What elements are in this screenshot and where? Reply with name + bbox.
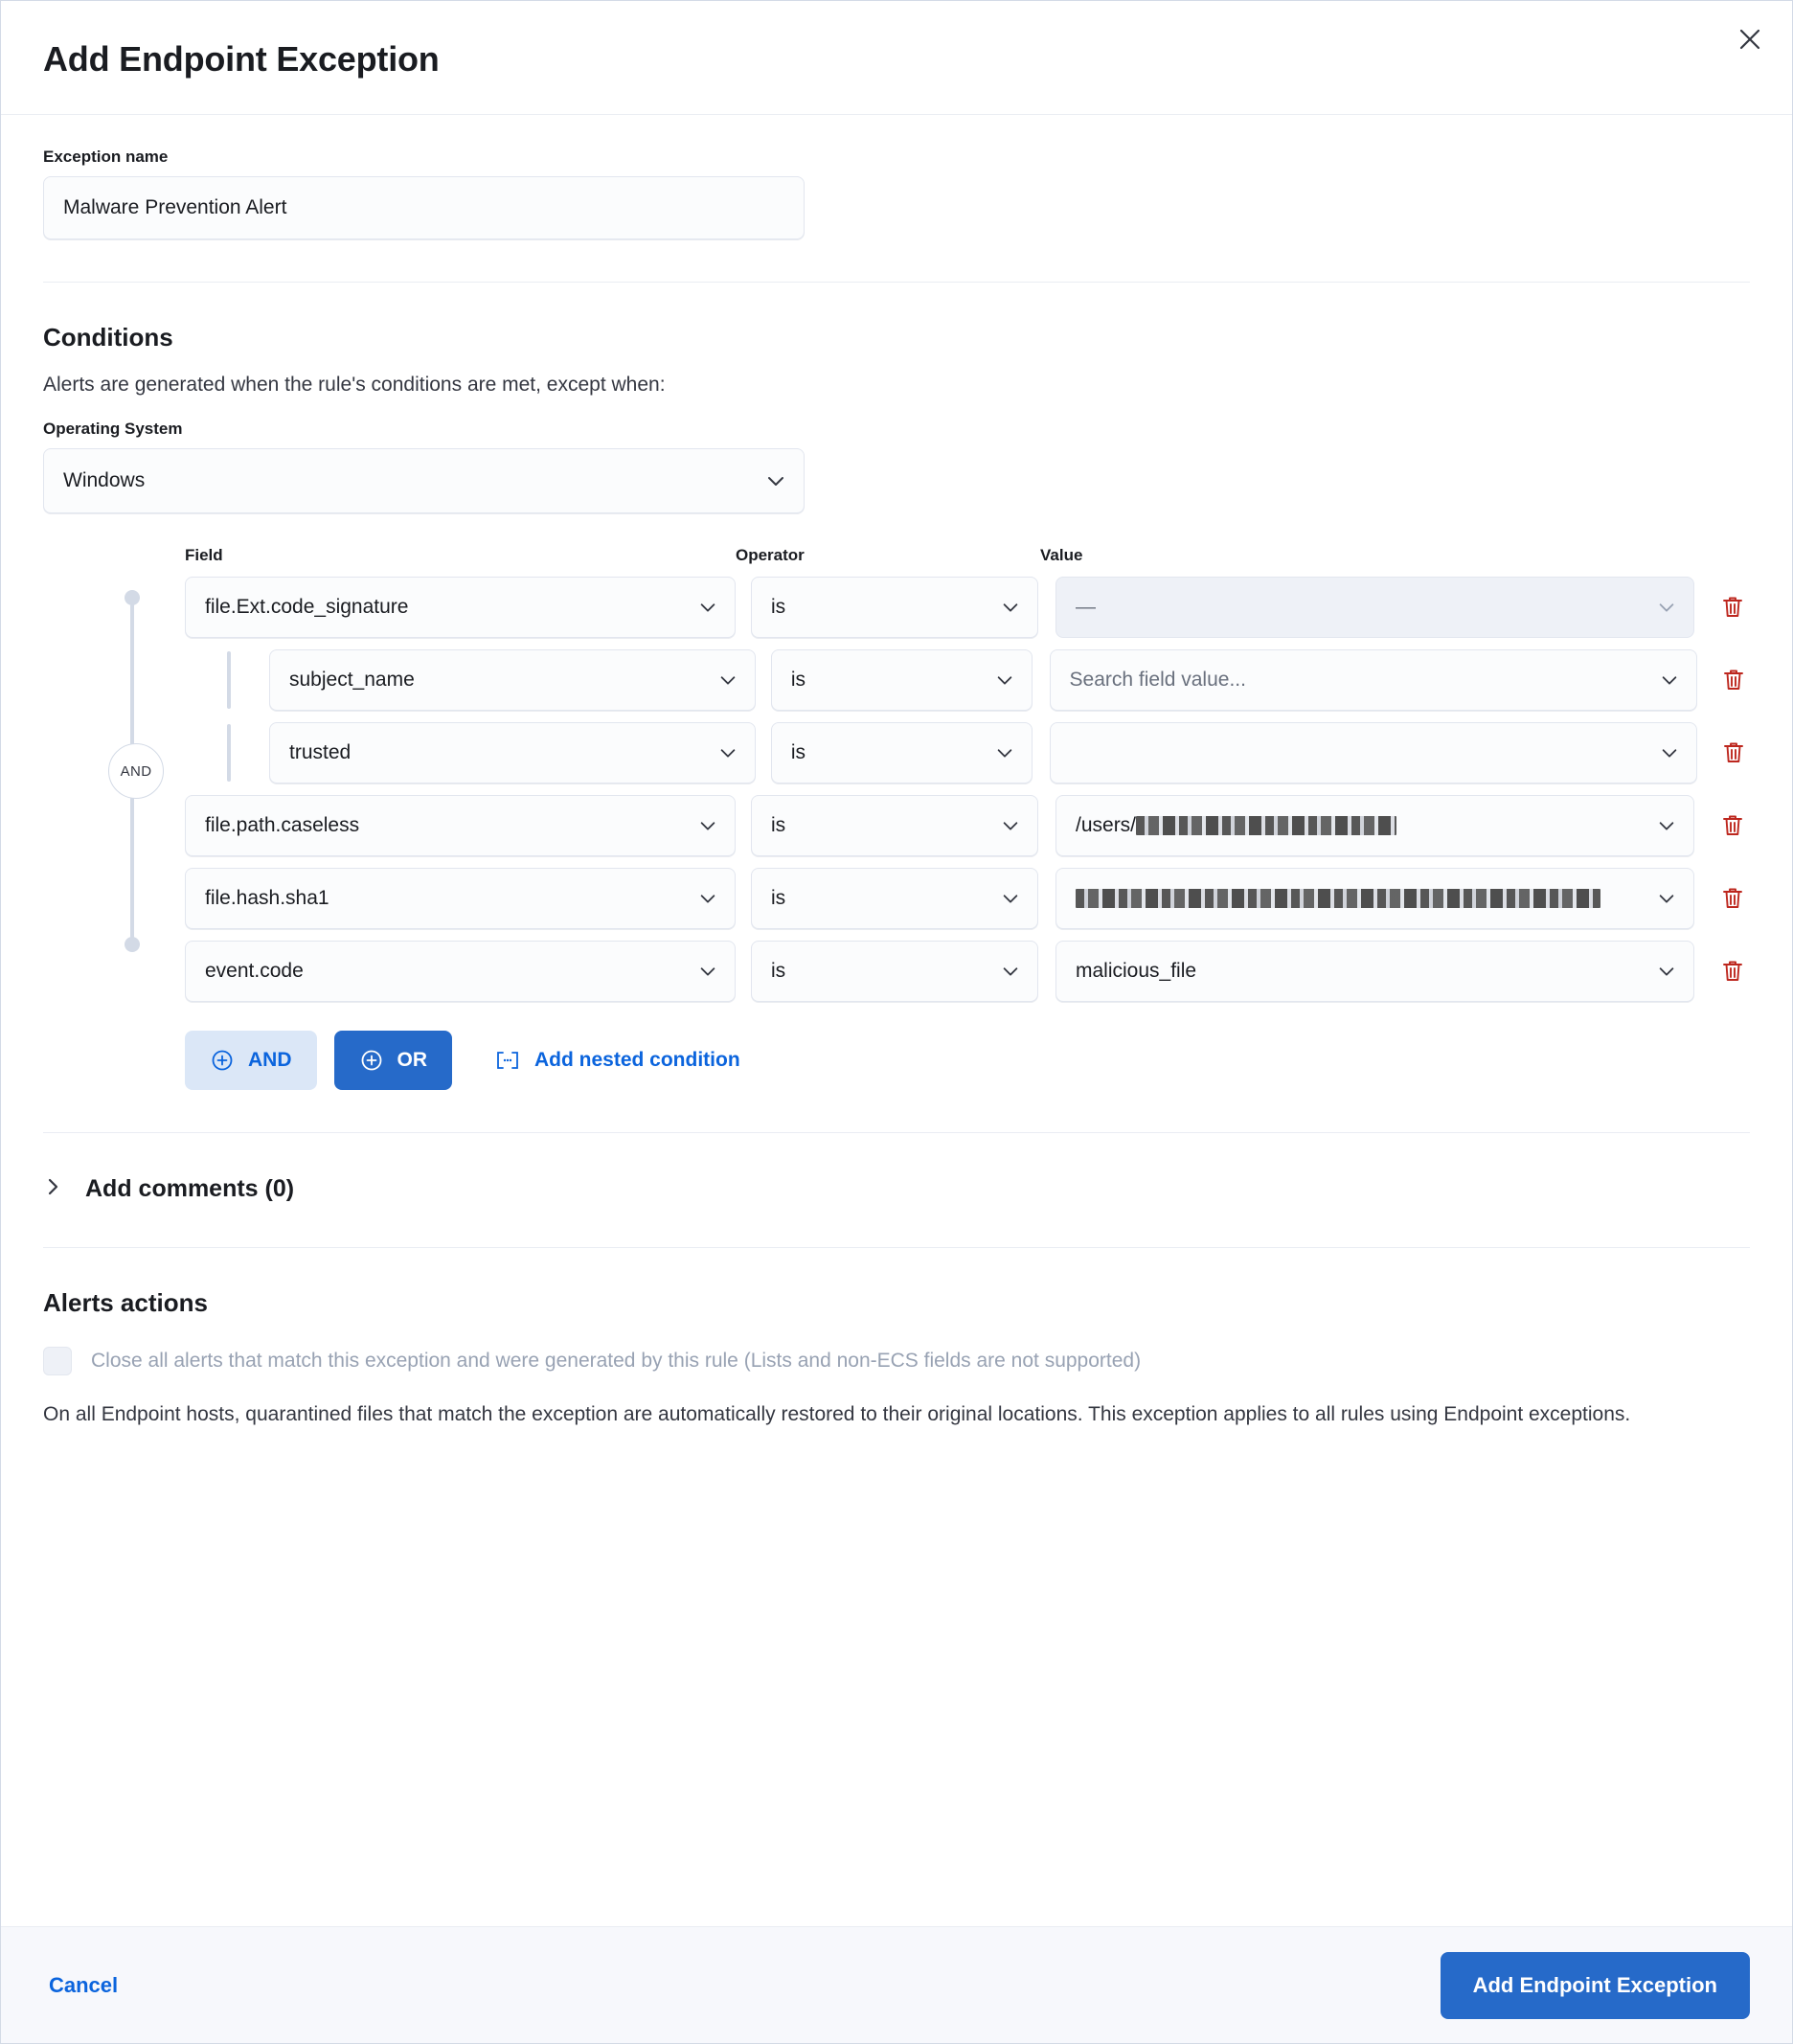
chevron-down-icon xyxy=(698,816,717,835)
condition-value-select xyxy=(1055,577,1694,638)
condition-value-placeholder: Search field value... xyxy=(1069,669,1246,691)
add-nested-condition-label: Add nested condition xyxy=(534,1049,740,1071)
chevron-down-icon xyxy=(995,743,1014,762)
operating-system-label: Operating System xyxy=(43,420,183,438)
condition-field-value: file.path.caseless xyxy=(205,814,360,836)
condition-value-select[interactable] xyxy=(1055,868,1694,929)
close-alerts-checkbox[interactable] xyxy=(43,1347,72,1375)
close-icon[interactable] xyxy=(1729,18,1771,60)
group-operator-badge: AND xyxy=(108,743,164,799)
condition-field-value: event.code xyxy=(205,960,304,982)
add-and-condition-button[interactable] xyxy=(185,1031,317,1090)
trash-icon[interactable] xyxy=(1715,886,1750,911)
condition-actions xyxy=(185,1031,1750,1090)
exception-name-input[interactable] xyxy=(43,176,805,239)
chevron-down-icon xyxy=(698,962,717,981)
condition-row-nested xyxy=(185,722,1750,784)
divider xyxy=(43,1247,1750,1248)
condition-operator-select[interactable] xyxy=(771,722,1033,784)
chevron-down-icon xyxy=(1660,743,1679,762)
add-nested-condition-button[interactable] xyxy=(469,1031,765,1090)
condition-field-select[interactable] xyxy=(185,795,736,856)
condition-value-text: — xyxy=(1076,596,1096,618)
trash-icon[interactable] xyxy=(1715,595,1750,620)
chevron-down-icon xyxy=(765,470,786,491)
add-or-condition-button[interactable] xyxy=(334,1031,453,1090)
operating-system-select[interactable] xyxy=(43,448,805,513)
plus-circle-icon xyxy=(359,1048,384,1073)
condition-field-value: file.Ext.code_signature xyxy=(205,596,409,618)
column-header-value: Value xyxy=(1040,546,1083,564)
add-comments-toggle[interactable] xyxy=(43,1175,1750,1203)
trash-icon[interactable] xyxy=(1715,959,1750,984)
condition-field-select[interactable] xyxy=(269,722,756,784)
divider xyxy=(43,282,1750,283)
condition-operator-value: is xyxy=(771,596,786,618)
add-comments-label: Add comments (0) xyxy=(85,1175,295,1202)
cancel-button[interactable]: Cancel xyxy=(43,1972,124,1999)
column-header-field: Field xyxy=(185,546,223,564)
conditions-subtitle: Alerts are generated when the rule's conditions are met, except when: xyxy=(43,374,666,396)
chevron-down-icon xyxy=(1001,962,1020,981)
chevron-down-icon xyxy=(698,598,717,617)
condition-field-value: trusted xyxy=(289,741,352,763)
add-or-condition-label: OR xyxy=(397,1049,427,1071)
operating-system-value: Windows xyxy=(63,469,146,491)
page-title: Add Endpoint Exception xyxy=(43,39,440,79)
condition-operator-value: is xyxy=(790,669,806,691)
nested-indent-bar xyxy=(227,724,231,782)
chevron-down-icon xyxy=(1657,816,1676,835)
chevron-down-icon xyxy=(1657,598,1676,617)
condition-row xyxy=(185,795,1750,856)
chevron-down-icon xyxy=(1001,889,1020,908)
chevron-right-icon xyxy=(43,1176,64,1202)
condition-operator-select[interactable] xyxy=(751,795,1038,856)
condition-operator-select[interactable] xyxy=(771,649,1033,711)
modal-body xyxy=(1,115,1792,1926)
chevron-down-icon xyxy=(1660,670,1679,690)
condition-row xyxy=(185,941,1750,1002)
condition-operator-select[interactable] xyxy=(751,941,1038,1002)
condition-value-select[interactable] xyxy=(1055,795,1694,856)
chevron-down-icon xyxy=(995,670,1014,690)
chevron-down-icon xyxy=(1657,889,1676,908)
condition-operator-select[interactable] xyxy=(751,577,1038,638)
condition-field-select[interactable] xyxy=(185,941,736,1002)
nested-indent-bar xyxy=(227,651,231,709)
chevron-down-icon xyxy=(1657,962,1676,981)
chevron-down-icon xyxy=(718,743,738,762)
condition-row xyxy=(185,868,1750,929)
trash-icon[interactable] xyxy=(1718,740,1750,765)
condition-field-select[interactable] xyxy=(185,577,736,638)
divider xyxy=(43,1132,1750,1133)
add-endpoint-exception-button[interactable]: Add Endpoint Exception xyxy=(1441,1952,1750,2019)
condition-row-nested xyxy=(185,649,1750,711)
condition-value-select[interactable] xyxy=(1050,649,1697,711)
condition-operator-select[interactable] xyxy=(751,868,1038,929)
conditions-column-headers xyxy=(185,546,1750,565)
chevron-down-icon xyxy=(1001,598,1020,617)
condition-field-select[interactable] xyxy=(185,868,736,929)
and-group-rail xyxy=(120,590,187,952)
condition-value-select[interactable] xyxy=(1055,941,1694,1002)
chevron-down-icon xyxy=(718,670,738,690)
redacted-value xyxy=(1136,816,1396,835)
nested-brackets-icon xyxy=(494,1049,521,1072)
conditions-builder xyxy=(43,546,1750,1002)
trash-icon[interactable] xyxy=(1715,813,1750,838)
chevron-down-icon xyxy=(698,889,717,908)
condition-operator-value: is xyxy=(771,887,786,909)
modal-footer xyxy=(1,1926,1792,2043)
condition-value-text: /users/ xyxy=(1076,814,1137,836)
condition-row xyxy=(185,577,1750,638)
redacted-value xyxy=(1076,889,1600,908)
condition-value-select[interactable] xyxy=(1050,722,1697,784)
chevron-down-icon xyxy=(1001,816,1020,835)
column-header-operator: Operator xyxy=(736,546,805,564)
exception-name-label: Exception name xyxy=(43,148,169,166)
close-alerts-checkbox-row[interactable] xyxy=(43,1347,1750,1375)
plus-circle-icon xyxy=(210,1048,235,1073)
condition-operator-value: is xyxy=(790,741,806,763)
modal-header xyxy=(1,1,1792,115)
trash-icon[interactable] xyxy=(1718,668,1750,693)
alerts-actions-heading: Alerts actions xyxy=(43,1288,208,1317)
conditions-heading: Conditions xyxy=(43,323,173,352)
condition-operator-value: is xyxy=(771,960,786,982)
condition-operator-value: is xyxy=(771,814,786,836)
condition-value-text: malicious_file xyxy=(1076,960,1197,982)
condition-field-value: subject_name xyxy=(289,669,415,691)
endpoint-note: On all Endpoint hosts, quarantined files that match the exception are automatically restored to their original locations. This exception applies to all rules using Endpoint exceptions. xyxy=(43,1403,1631,1425)
condition-field-select[interactable] xyxy=(269,649,756,711)
condition-field-value: file.hash.sha1 xyxy=(205,887,329,909)
close-alerts-label: Close all alerts that match this exception and were generated by this rule (Lists and non-ECS fields are not supported) xyxy=(91,1350,1142,1372)
add-and-condition-label: AND xyxy=(248,1049,292,1071)
